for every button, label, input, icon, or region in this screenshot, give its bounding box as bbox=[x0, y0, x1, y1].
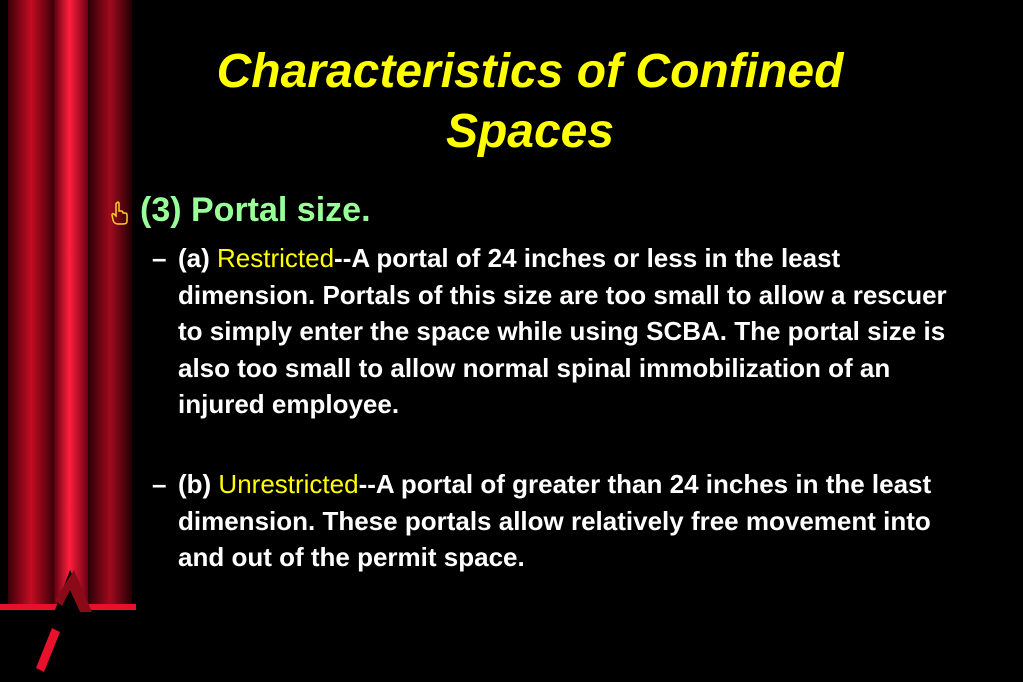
term-restricted: Restricted bbox=[217, 243, 335, 273]
subbullet-definition: --A portal of 24 inches or less in the least dimension. Portals of this size are too small to allow a rescuer to simply enter the space while using SCBA. The portal size is also too small to allow normal spinal immobilization of an injured employee. bbox=[178, 243, 947, 419]
slide-title: Characteristics of Confined Spaces bbox=[216, 45, 844, 158]
subbullet-body bbox=[178, 466, 952, 576]
subbullet-definition: --A portal of greater than 24 inches in the least dimension. These portals allow relatively free movement into and out of the permit space. bbox=[178, 469, 932, 572]
subbullet-body bbox=[178, 240, 952, 423]
subbullet-prefix: (b) bbox=[178, 469, 219, 499]
dash-marker: – bbox=[152, 243, 167, 273]
subbullet-restricted bbox=[152, 240, 952, 423]
subbullet-unrestricted bbox=[152, 466, 952, 576]
hand-pointer-icon bbox=[110, 201, 130, 225]
bullet-text: (3) Portal size. bbox=[140, 191, 371, 229]
term-unrestricted: Unrestricted bbox=[218, 469, 359, 499]
decorative-red-bars bbox=[0, 0, 140, 682]
dash-marker: – bbox=[152, 469, 167, 499]
subbullet-prefix: (a) bbox=[178, 243, 217, 273]
bullet-portal-size bbox=[110, 190, 371, 230]
